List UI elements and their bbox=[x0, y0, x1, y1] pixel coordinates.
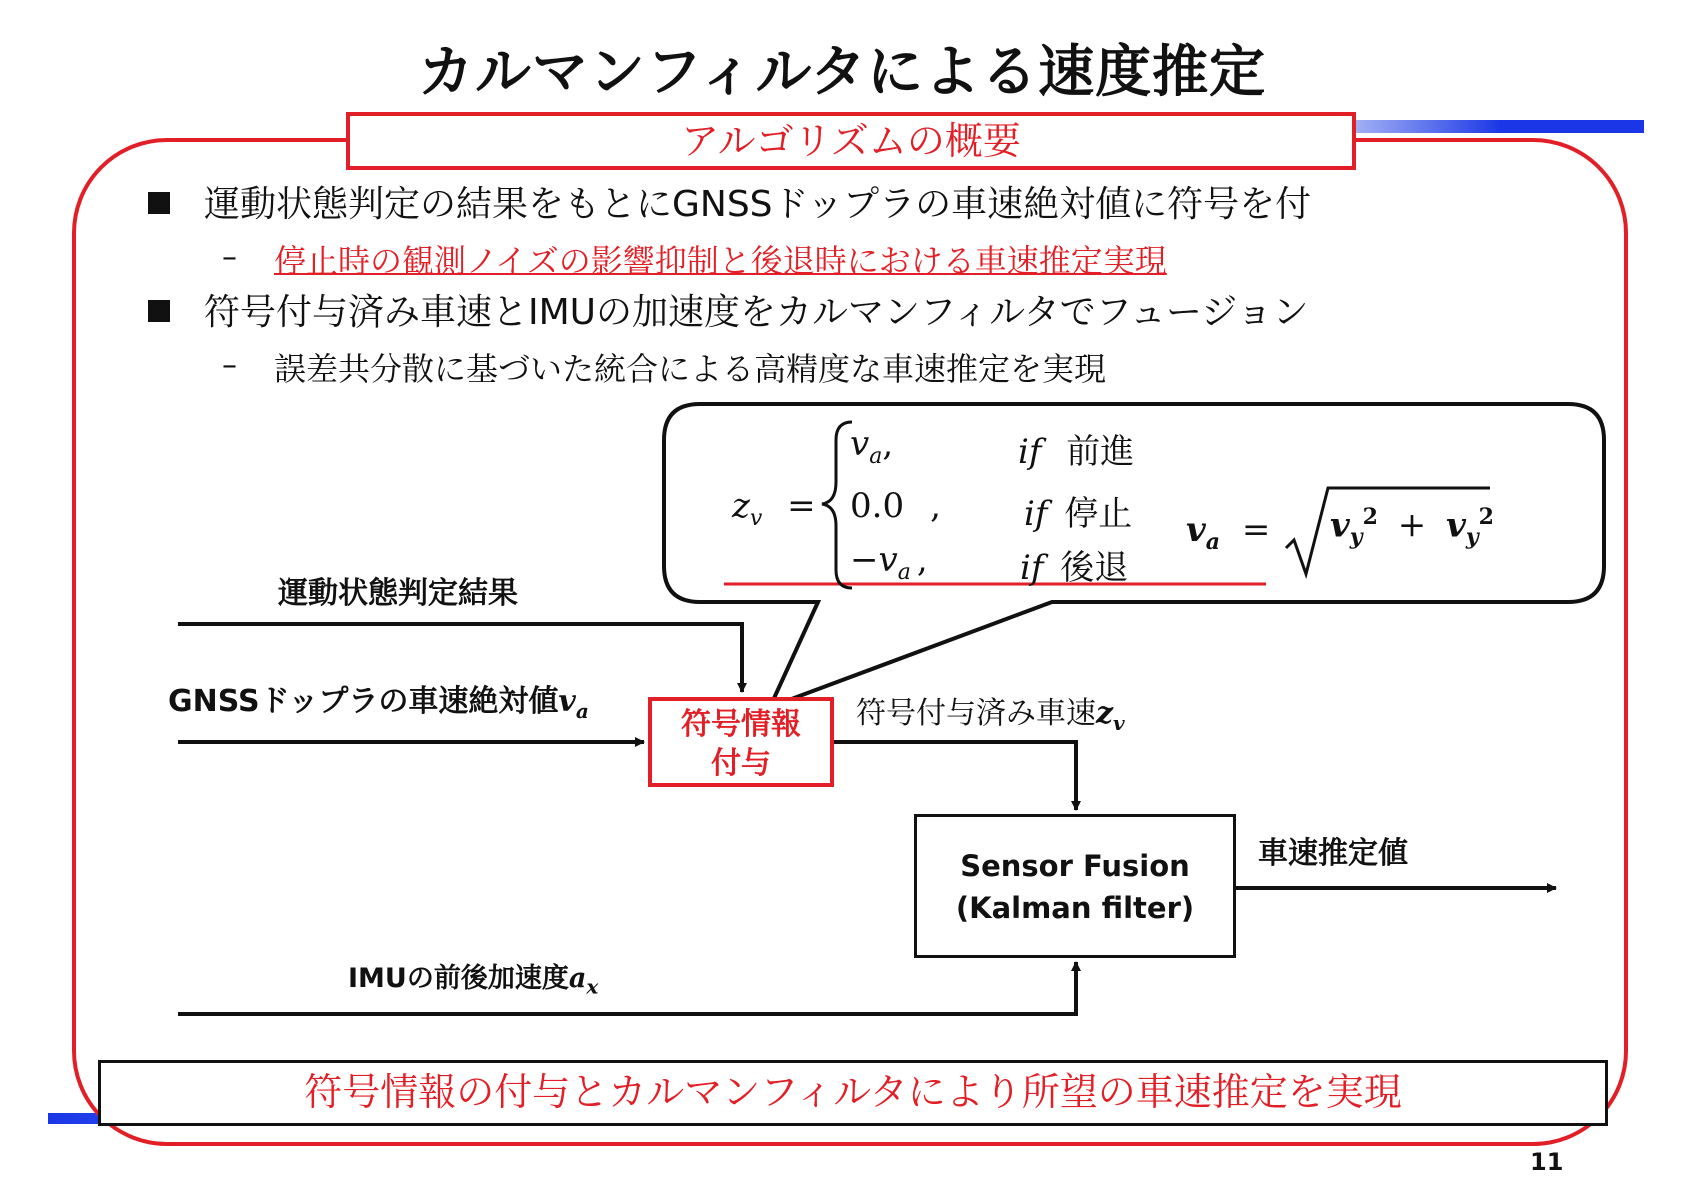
imu-label-text: IMUの前後加速度 bbox=[348, 963, 569, 994]
bullet-1-sub: 停止時の観測ノイズの影響抑制と後退時における車速推定実現 bbox=[274, 242, 1167, 280]
va-plus: + bbox=[1397, 505, 1427, 546]
case-1-value bbox=[850, 424, 893, 469]
case-3-subscript: a bbox=[897, 559, 911, 585]
conclusion-box: 符号情報の付与とカルマンフィルタにより所望の車速推定を実現 bbox=[98, 1060, 1608, 1126]
signed-speed-var-sub: v bbox=[1113, 711, 1125, 735]
imu-label bbox=[348, 956, 598, 998]
case-3-if: if bbox=[1020, 548, 1044, 588]
imu-var: a bbox=[568, 963, 587, 994]
slide-title: カルマンフィルタによる速度推定 bbox=[417, 40, 1267, 105]
vy-symbol-1: v bbox=[1330, 505, 1350, 546]
signed-speed-var: z bbox=[1096, 696, 1114, 731]
vy-square-2: 2 bbox=[1478, 504, 1494, 530]
va-subscript: a bbox=[1205, 528, 1221, 555]
case-1-condition bbox=[1018, 424, 1134, 473]
gnss-label bbox=[168, 676, 589, 723]
sub-bullet-dash: – bbox=[222, 240, 237, 275]
va-symbol: v bbox=[1186, 510, 1206, 550]
signed-speed-arrow bbox=[834, 742, 1076, 810]
motion-state-label: 運動状態判定結果 bbox=[278, 576, 518, 611]
case-1-subscript: a bbox=[869, 443, 883, 469]
va-equals: = bbox=[1241, 510, 1271, 550]
signed-speed-text: 符号付与済み車速 bbox=[856, 696, 1096, 731]
imu-var-sub: x bbox=[586, 974, 599, 999]
case-1-if: if bbox=[1018, 432, 1042, 472]
fusion-line2: (Kalman filter) bbox=[955, 891, 1195, 925]
va-equation bbox=[1186, 510, 1270, 555]
vy-square-1: 2 bbox=[1362, 504, 1378, 530]
case-3-value bbox=[850, 540, 928, 585]
case-2-if: if bbox=[1024, 494, 1048, 534]
case-2-comma: , bbox=[930, 486, 941, 526]
imu-arrow bbox=[178, 962, 1076, 1014]
sensor-fusion-box bbox=[914, 814, 1236, 958]
section-header: アルゴリズムの概要 bbox=[346, 112, 1356, 170]
vy-subscript-2: y bbox=[1465, 524, 1479, 551]
bullet-2-text: 符号付与済み車速とIMUの加速度をカルマンフィルタでフュージョン bbox=[204, 292, 1309, 333]
case-1-symbol: v bbox=[850, 424, 870, 464]
sign-box-line2: 付与 bbox=[711, 746, 771, 781]
bullet-1-text: 運動状態判定の結果をもとにGNSSドップラの車速絶対値に符号を付 bbox=[204, 184, 1312, 225]
case-2-condition bbox=[1024, 486, 1132, 535]
gnss-label-text: GNSSドップラの車速絶対値 bbox=[168, 684, 559, 719]
zv-equals: = bbox=[787, 486, 816, 526]
zv-lhs bbox=[732, 486, 816, 531]
zv-symbol: z bbox=[732, 486, 750, 526]
case-3-comma: , bbox=[916, 540, 928, 580]
bullet-2-sub: 誤差共分散に基づいた統合による高精度な車速推定を実現 bbox=[274, 350, 1107, 388]
gnss-var-sub: a bbox=[575, 699, 589, 723]
vy-symbol-2: v bbox=[1446, 505, 1466, 546]
case-2-symbol: 0.0 bbox=[850, 486, 905, 526]
sub-bullet-dash: – bbox=[222, 348, 237, 383]
vy-subscript-1: y bbox=[1349, 524, 1363, 551]
output-label: 車速推定値 bbox=[1258, 836, 1408, 871]
gnss-var: v bbox=[558, 684, 576, 719]
case-1-comma: , bbox=[882, 424, 894, 464]
sign-assignment-box bbox=[648, 697, 834, 787]
case-2-label: 停止 bbox=[1064, 494, 1133, 534]
zv-subscript: v bbox=[749, 505, 763, 531]
case-1-label: 前進 bbox=[1066, 432, 1135, 472]
page-number: 11 bbox=[1530, 1148, 1564, 1176]
fusion-line1: Sensor Fusion bbox=[960, 849, 1190, 883]
va-radicand bbox=[1330, 504, 1494, 550]
sign-box-line1: 符号情報 bbox=[681, 707, 801, 742]
case-2-value bbox=[850, 486, 941, 526]
signed-speed-label bbox=[856, 688, 1125, 735]
case-3-label: 後退 bbox=[1060, 548, 1129, 588]
case-3-symbol: −v bbox=[850, 540, 898, 580]
case-3-condition bbox=[1020, 540, 1128, 589]
